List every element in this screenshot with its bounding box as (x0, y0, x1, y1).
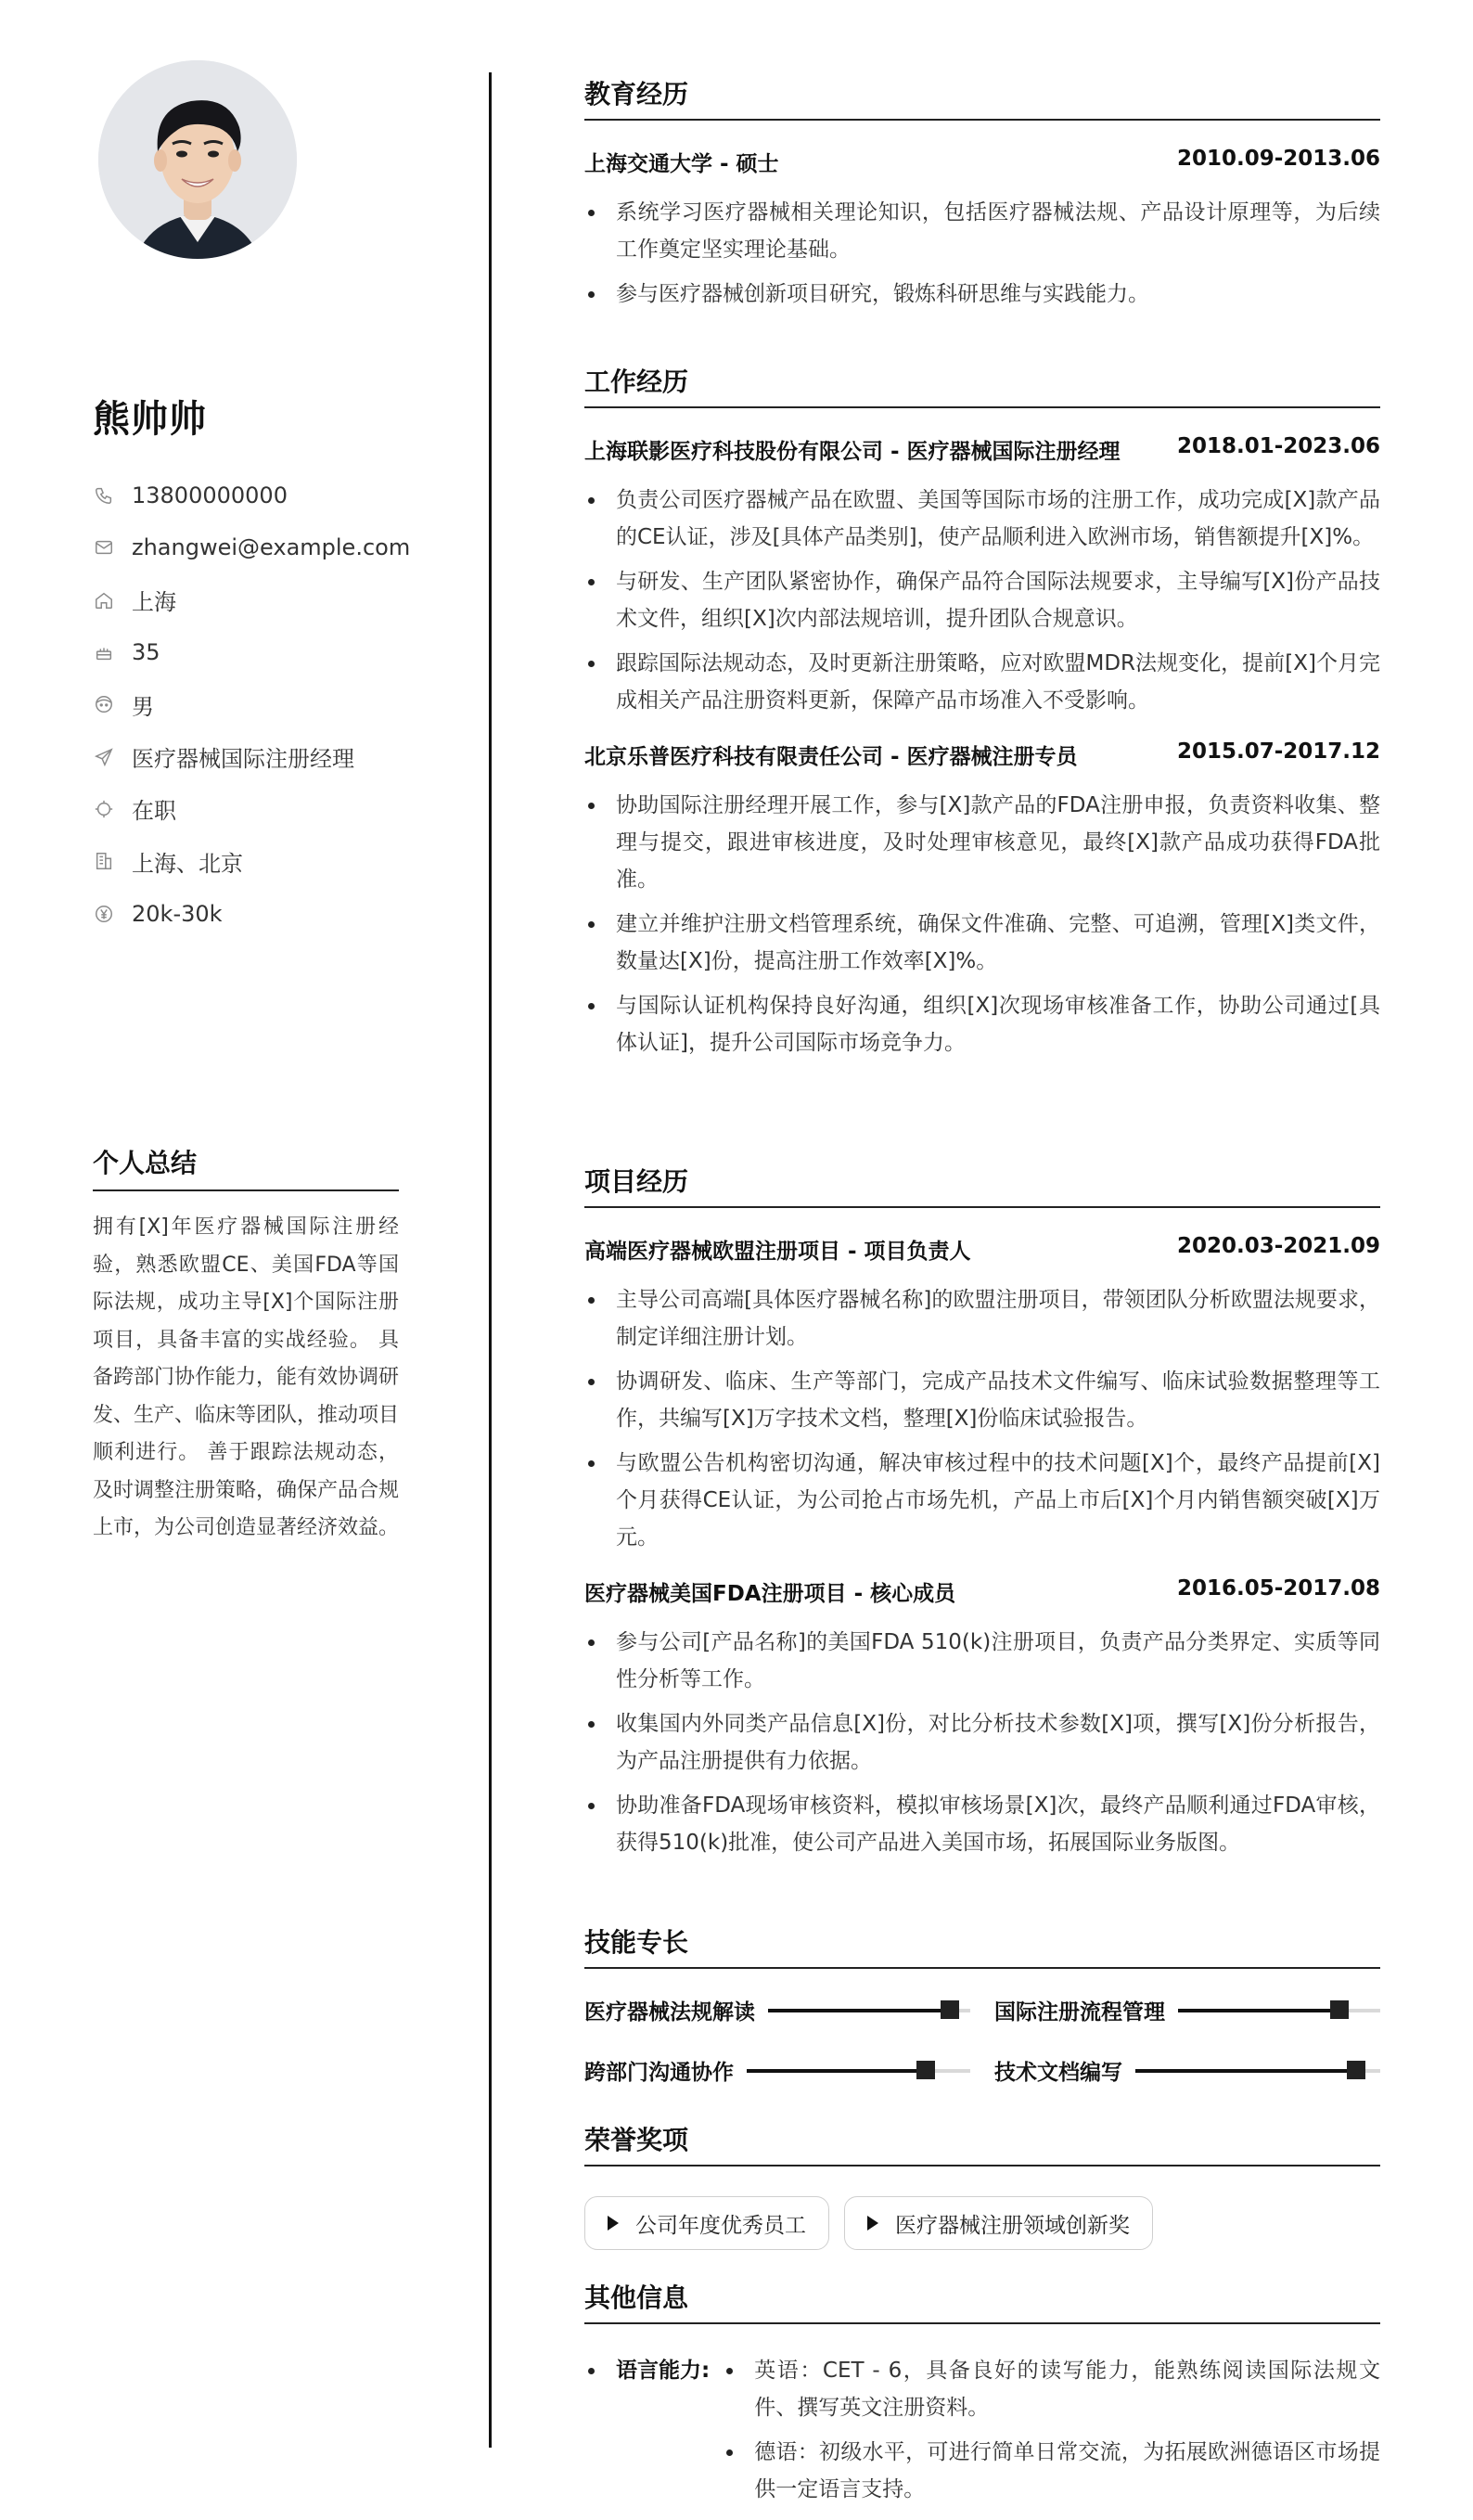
project-bullets (584, 1624, 1380, 1861)
building-icon (93, 850, 115, 872)
work-date: 2015.07-2017.12 (1176, 739, 1380, 764)
list-item: 与欧盟公告机构密切沟通，解决审核过程中的技术问题[X]个，最终产品提前[X]个月获得CE认证，为公司抢占市场先机，产品上市后[X]个月内销售额突破[X]万元。 (584, 1445, 1380, 1556)
education-title: 教育经历 (584, 74, 1380, 121)
honor-label: 医疗器械注册领域创新奖 (895, 2213, 1130, 2238)
cake-icon (93, 641, 115, 663)
skill-fill (1135, 2069, 1356, 2073)
list-item: 负责公司医疗器械产品在欧盟、美国等国际市场的注册工作，成功完成[X]款产品的CE认证，涉及[具体产品类别]，使产品顺利进入欧洲市场，销售额提升[X]%。 (584, 482, 1380, 556)
skills-section (584, 1922, 1380, 2086)
skill-knob (1330, 2000, 1349, 2019)
skill-fill (1178, 2009, 1339, 2012)
summary-text: 拥有[X]年医疗器械国际注册经验，熟悉欧盟CE、美国FDA等国际法规，成功主导[X]个国际注册项目，具备丰富的实战经验。 具备跨部门协作能力，能有效协调研发、生产、临床等团队，推动项目顺利进行。 善于跟踪法规动态，及时调整注册策略，确保产品合规上市，为公司创造显著经济效益。 (93, 1215, 400, 1539)
work-section (584, 362, 1380, 1069)
sidebar (0, 0, 482, 2520)
gender-text: 男 (132, 693, 154, 720)
project-date: 2016.05-2017.08 (1176, 1576, 1380, 1601)
project-date: 2020.03-2021.09 (1176, 1234, 1380, 1258)
skill-knob (1347, 2061, 1365, 2079)
list-item: 参与公司[产品名称]的美国FDA 510(k)注册项目，负责产品分类界定、实质等同性分析等工作。 (584, 1624, 1380, 1698)
status-icon (93, 798, 115, 820)
project-role: 医疗器械美国FDA注册项目 - 核心成员 (584, 1582, 956, 1606)
play-icon (867, 2216, 878, 2231)
play-icon (608, 2216, 619, 2231)
skills-grid (584, 1995, 1380, 2086)
honors-title: 荣誉奖项 (584, 2120, 1380, 2166)
phone-text: 13800000000 (132, 482, 288, 509)
skill-name: 医疗器械法规解读 (584, 2000, 755, 2025)
list-item: 收集国内外同类产品信息[X]份，对比分析技术参数[X]项，撰写[X]份分析报告，为产品注册提供有力依据。 (584, 1705, 1380, 1780)
education-date: 2010.09-2013.06 (1176, 147, 1380, 171)
language-label: 语言能力: (584, 2352, 710, 2515)
list-item: 系统学习医疗器械相关理论知识，包括医疗器械法规、产品设计原理等，为后续工作奠定坚实理论基础。 (584, 194, 1380, 268)
work-date: 2018.01-2023.06 (1176, 434, 1380, 458)
list-item: 德语：初级水平，可进行简单日常交流，为拓展欧洲德语区市场提供一定语言支持。 (723, 2434, 1380, 2508)
skill-name: 国际注册流程管理 (994, 2000, 1165, 2025)
honor-label: 公司年度优秀员工 (635, 2213, 806, 2238)
honors-section (584, 2120, 1380, 2250)
phone-icon (93, 484, 115, 507)
work-entry-head (584, 434, 1380, 465)
other-section (584, 2278, 1380, 2515)
location-text: 上海、北京 (132, 850, 243, 877)
project-role: 高端医疗器械欧盟注册项目 - 项目负责人 (584, 1240, 971, 1264)
education-section (584, 74, 1380, 320)
school-degree: 上海交通大学 - 硕士 (584, 152, 779, 176)
contact-city (93, 574, 410, 626)
list-item: 与研发、生产团队紧密协作，确保产品符合国际法规要求，主导编写[X]份产品技术文件，组织[X]次内部法规培训，提升团队合规意识。 (584, 563, 1380, 637)
list-item: 建立并维护注册文档管理系统，确保文件准确、完整、可追溯，管理[X]类文件，数量达[X]份，提高注册工作效率[X]%。 (584, 906, 1380, 980)
skill-bar (1178, 2009, 1380, 2012)
contact-list (93, 469, 410, 940)
work-entry-head (584, 739, 1380, 770)
email-icon (93, 536, 115, 559)
salary-text: 20k-30k (132, 900, 223, 927)
email-text: zhangwei@example.com (132, 534, 411, 561)
contact-location (93, 835, 410, 887)
company-role: 上海联影医疗科技股份有限公司 - 医疗器械国际注册经理 (584, 440, 1121, 464)
project-entry-head (584, 1234, 1380, 1265)
position-text: 医疗器械国际注册经理 (132, 746, 354, 773)
skill-fill (747, 2069, 926, 2073)
avatar (98, 60, 297, 259)
education-bullets (584, 194, 1380, 313)
summary-title: 个人总结 (93, 1143, 399, 1191)
skill-bar (747, 2069, 970, 2073)
column-divider (489, 72, 492, 2448)
work-bullets (584, 787, 1380, 1061)
skill-fill (768, 2009, 950, 2012)
gender-icon (93, 693, 115, 715)
skill-item (994, 1995, 1380, 2025)
skill-name: 技术文档编写 (994, 2061, 1122, 2085)
list-item: 协助准备FDA现场审核资料，模拟审核场景[X]次，最终产品顺利通过FDA审核，获得510(k)批准，使公司产品进入美国市场，拓展国际业务版图。 (584, 1787, 1380, 1861)
skill-knob (941, 2000, 959, 2019)
work-title: 工作经历 (584, 362, 1380, 408)
company-role: 北京乐普医疗科技有限责任公司 - 医疗器械注册专员 (584, 745, 1078, 769)
other-title: 其他信息 (584, 2278, 1380, 2324)
education-entry-head (584, 147, 1380, 177)
age-text: 35 (132, 639, 160, 666)
projects-title: 项目经历 (584, 1162, 1380, 1208)
skill-knob (916, 2061, 935, 2079)
salary-icon (93, 903, 115, 925)
projects-section (584, 1162, 1380, 1869)
city-text: 上海 (132, 589, 176, 616)
list-item: 英语：CET - 6，具备良好的读写能力，能熟练阅读国际法规文件、撰写英文注册资料。 (723, 2352, 1380, 2426)
honor-badge (844, 2196, 1153, 2250)
work-bullets (584, 482, 1380, 719)
list-item: 协调研发、临床、生产等部门，完成产品技术文件编写、临床试验数据整理等工作，共编写[X]万字技术文档，整理[X]份临床试验报告。 (584, 1363, 1380, 1437)
skill-item (584, 1995, 970, 2025)
language-block (584, 2352, 1380, 2515)
send-icon (93, 746, 115, 768)
language-bullets (723, 2352, 1380, 2515)
list-item: 参与医疗器械创新项目研究，锻炼科研思维与实践能力。 (584, 276, 1380, 313)
candidate-name: 熊帅帅 (93, 398, 207, 441)
contact-salary (93, 887, 410, 939)
skill-bar (768, 2009, 970, 2012)
skill-name: 跨部门沟通协作 (584, 2061, 734, 2085)
list-item: 协助国际注册经理开展工作，参与[X]款产品的FDA注册申报，负责资料收集、整理与提交，跟进审核进度，及时处理审核意见，最终[X]款产品成功获得FDA批准。 (584, 787, 1380, 898)
status-text: 在职 (132, 798, 176, 825)
list-item: 与国际认证机构保持良好沟通，组织[X]次现场审核准备工作，协助公司通过[具体认证]，提升公司国际市场竞争力。 (584, 987, 1380, 1061)
contact-status (93, 783, 410, 835)
list-item: 主导公司高端[具体医疗器械名称]的欧盟注册项目，带领团队分析欧盟法规要求，制定详细注册计划。 (584, 1281, 1380, 1356)
home-icon (93, 589, 115, 611)
list-item: 跟踪国际法规动态，及时更新注册策略，应对欧盟MDR法规变化，提前[X]个月完成相关产品注册资料更新，保障产品市场准入不受影响。 (584, 645, 1380, 719)
skill-item (584, 2055, 970, 2086)
contact-position (93, 730, 410, 782)
contact-gender (93, 678, 410, 730)
contact-email (93, 521, 410, 573)
skill-item (994, 2055, 1380, 2086)
project-entry-head (584, 1576, 1380, 1607)
honors-list (584, 2196, 1380, 2250)
contact-phone (93, 469, 410, 521)
skill-bar (1135, 2069, 1380, 2073)
project-bullets (584, 1281, 1380, 1556)
contact-age (93, 626, 410, 678)
skills-title: 技能专长 (584, 1922, 1380, 1969)
honor-badge (584, 2196, 829, 2250)
